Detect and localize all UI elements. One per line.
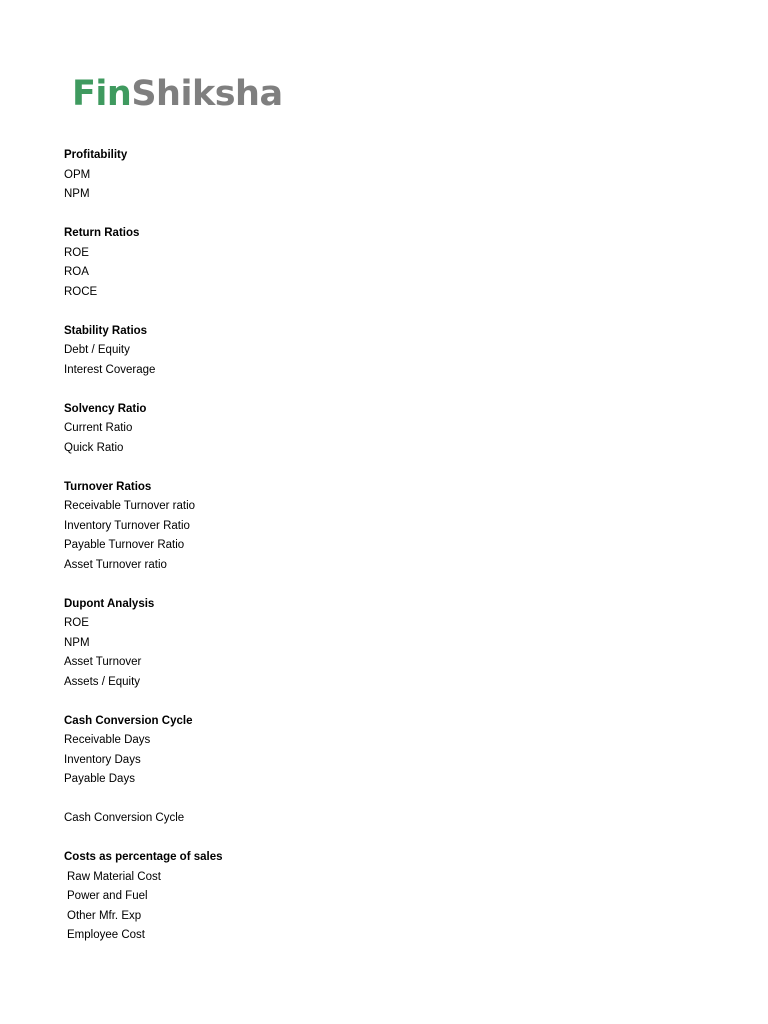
list-item: Payable Days [64, 773, 135, 785]
document-body [64, 146, 664, 965]
list-item: Interest Coverage [64, 363, 156, 376]
section-title: Stability Ratios [64, 324, 148, 337]
list-item: Power and Fuel [67, 890, 148, 902]
list-item: Raw Material Cost [67, 870, 161, 883]
section-return-ratios [64, 224, 664, 302]
list-item: Inventory Days [64, 753, 141, 766]
list-item: Quick Ratio [64, 441, 124, 454]
list-item: ROA [64, 266, 89, 278]
section-profitability [64, 146, 664, 205]
cash-conversion-cycle-total: Cash Conversion Cycle [64, 812, 185, 824]
list-item: Asset Turnover [64, 656, 142, 668]
section-solvency-ratio [64, 400, 664, 459]
section-title: Solvency Ratio [64, 402, 147, 415]
section-dupont-analysis [64, 595, 664, 693]
list-item: Other Mfr. Exp [67, 909, 142, 922]
section-title: Turnover Ratios [64, 480, 152, 493]
list-item: NPM [64, 636, 90, 649]
list-item: Debt / Equity [64, 344, 130, 356]
logo-text-shiksha: Shiksha [131, 74, 283, 114]
section-title: Dupont Analysis [64, 597, 155, 610]
section-turnover-ratios [64, 478, 664, 576]
section-cash-conversion-cycle [64, 712, 664, 829]
list-item: Receivable Turnover ratio [64, 500, 196, 512]
list-item: ROCE [64, 285, 98, 298]
section-stability-ratios [64, 322, 664, 381]
blank-line [64, 790, 664, 810]
section-costs-percentage [64, 848, 664, 946]
section-title: Return Ratios [64, 227, 140, 239]
list-item: OPM [64, 168, 91, 181]
finshiksha-logo [72, 74, 283, 114]
list-item: NPM [64, 188, 90, 200]
list-item: Current Ratio [64, 422, 133, 434]
list-item: Payable Turnover Ratio [64, 539, 185, 551]
logo-text-fin: Fin [72, 74, 132, 114]
section-title: Costs as percentage of sales [64, 851, 223, 863]
section-title: Cash Conversion Cycle [64, 714, 193, 727]
list-item: ROE [64, 246, 89, 259]
list-item: Inventory Turnover Ratio [64, 519, 190, 532]
section-title: Profitability [64, 149, 128, 161]
list-item: Assets / Equity [64, 675, 141, 688]
list-item: Receivable Days [64, 734, 151, 746]
list-item: ROE [64, 617, 89, 629]
list-item: Employee Cost [67, 929, 145, 941]
list-item: Asset Turnover ratio [64, 558, 167, 571]
